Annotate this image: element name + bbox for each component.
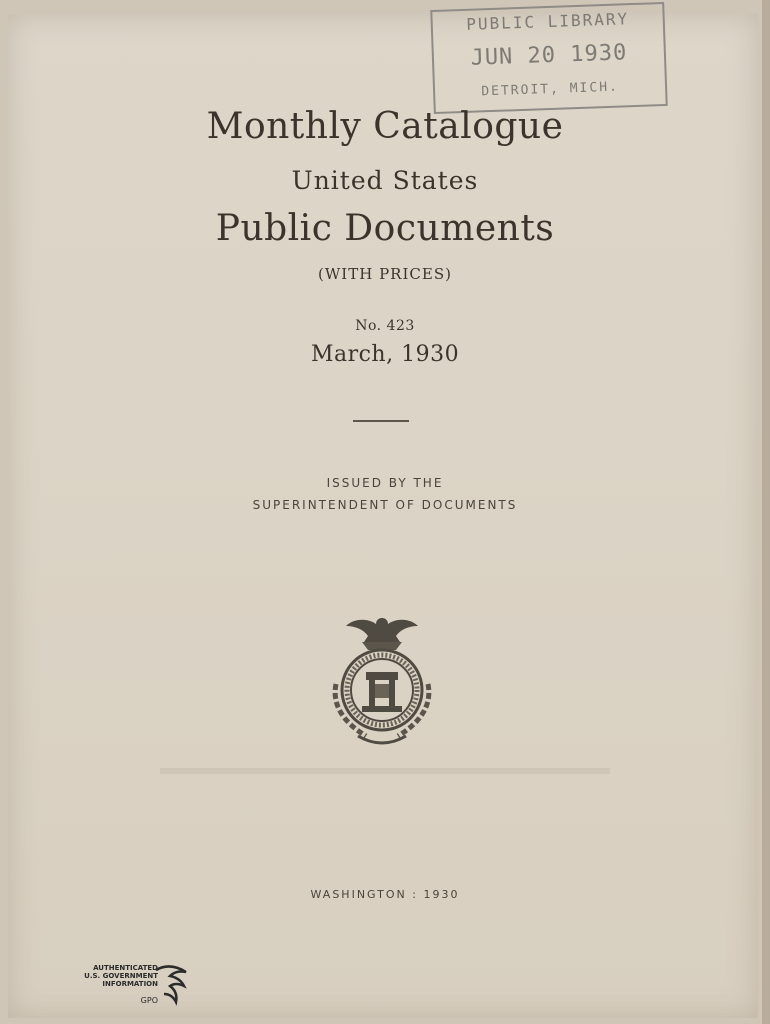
gpo-label: GPO (140, 996, 158, 1005)
gpo-line-1: AUTHENTICATED (93, 964, 158, 972)
faint-bleed-through (160, 768, 610, 774)
issue-number: No. 423 (355, 318, 415, 334)
title-monthly-catalogue: Monthly Catalogue (206, 106, 564, 147)
imprint-washington: WASHINGTON : 1930 (310, 888, 460, 901)
seal-icon (322, 612, 442, 748)
divider-rule (353, 420, 409, 422)
issue-date: March, 1930 (310, 342, 460, 367)
stamp-line-date: JUN 20 1930 (470, 40, 628, 71)
gpo-eagle-icon (152, 962, 192, 1012)
gpo-authentication-logo (68, 962, 198, 1012)
issued-by-line-2: SUPERINTENDENT OF DOCUMENTS (252, 498, 518, 512)
document-page (8, 14, 758, 1018)
title-public-documents: Public Documents (215, 208, 555, 249)
stamp-line-library: PUBLIC LIBRARY (466, 9, 630, 34)
issued-by-line-1: ISSUED BY THE (326, 476, 444, 490)
title-united-states: United States (291, 166, 479, 195)
title-with-prices: (WITH PRICES) (318, 265, 452, 283)
library-stamp (430, 2, 667, 114)
gpo-line-2: U.S. GOVERNMENT (84, 972, 158, 980)
gpo-line-3: INFORMATION (102, 980, 158, 988)
gpo-logo-text (68, 964, 158, 988)
issued-by-block (0, 472, 770, 516)
stamp-line-city: DETROIT, MICH. (481, 79, 620, 100)
